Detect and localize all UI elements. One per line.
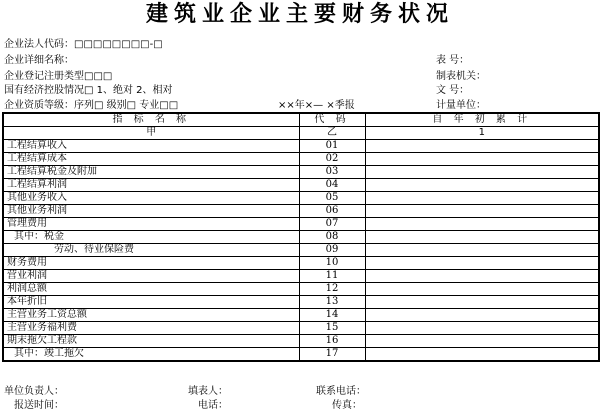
table-row [3,309,599,322]
row-code: 02 [299,153,365,166]
qualification-value: 序列□ 级别□ 专业□□ [74,100,179,111]
state-control-line [4,84,304,97]
row-name: 期末拖欠工程款 [3,335,299,348]
row-name: 其中：竣工拖欠 [3,348,299,362]
row-code: 17 [299,348,365,362]
reg-type-label: 企业登记注册类型 [4,71,84,82]
qualification-line [4,99,304,112]
filler-label: 填表人： [188,386,228,397]
legal-code-line [4,38,304,51]
reg-type-value: □□□ [84,71,113,82]
table-row [3,166,599,179]
form-number-label: 表 号： [436,55,470,66]
legal-code-label: 企业法人代码： [4,39,74,50]
row-code: 05 [299,192,365,205]
row-value-cell[interactable] [365,231,599,244]
row-value-cell[interactable] [365,309,599,322]
telephone-label: 电话： [198,400,228,411]
table-row [3,179,599,192]
row-value-cell[interactable] [365,270,599,283]
table-row [3,335,599,348]
table-row [3,218,599,231]
row-code: 07 [299,218,365,231]
report-period: ××年×— ×季报 [278,100,355,111]
row-name: 劳动、待业保险费 [3,244,299,257]
row-name: 其他业务收入 [3,192,299,205]
row-name: 工程结算收入 [3,140,299,153]
row-code: 03 [299,166,365,179]
qualification-label: 企业资质等级： [4,100,74,111]
table-row [3,244,599,257]
row-code: 12 [299,283,365,296]
issuing-org-label: 制表机关： [436,71,486,82]
row-value-cell[interactable] [365,244,599,257]
row-code: 08 [299,231,365,244]
table-row [3,140,599,153]
document-number-label: 文 号： [436,85,470,96]
row-name: 本年折旧 [3,296,299,309]
row-name: 主营业务福利费 [3,322,299,335]
submit-time-label: 报送时间： [14,400,64,411]
column-marker-row [3,127,599,140]
row-code: 06 [299,205,365,218]
fax-label: 传真： [332,400,362,411]
marker-jia: 甲 [3,127,299,140]
state-control-label: 国有经济控股情况 [4,85,84,96]
table-row [3,153,599,166]
table-row [3,270,599,283]
page-title: 建筑业企业主要财务状况 [145,2,454,27]
row-code: 15 [299,322,365,335]
company-name-line [4,54,304,67]
row-code: 16 [299,335,365,348]
row-name: 管理费用 [3,218,299,231]
table-row [3,231,599,244]
principal-label: 单位负责人： [4,386,64,397]
table-row [3,192,599,205]
row-value-cell[interactable] [365,348,599,362]
table-row [3,257,599,270]
row-value-cell[interactable] [365,166,599,179]
row-value-cell[interactable] [365,179,599,192]
row-code: 09 [299,244,365,257]
row-value-cell[interactable] [365,153,599,166]
row-code: 14 [299,309,365,322]
row-code: 01 [299,140,365,153]
col-header-code: 代 码 [299,113,365,127]
row-code: 10 [299,257,365,270]
table-row [3,348,599,362]
unit-label: 计量单位： [436,100,486,111]
row-value-cell[interactable] [365,296,599,309]
financial-table [2,112,600,362]
row-name: 工程结算成本 [3,153,299,166]
marker-one: 1 [365,127,599,140]
row-value-cell[interactable] [365,322,599,335]
table-row [3,283,599,296]
row-value-cell[interactable] [365,335,599,348]
row-code: 11 [299,270,365,283]
company-name-label: 企业详细名称： [4,55,74,66]
row-value-cell[interactable] [365,205,599,218]
row-value-cell[interactable] [365,218,599,231]
row-value-cell[interactable] [365,257,599,270]
row-value-cell[interactable] [365,140,599,153]
reg-type-line [4,70,304,83]
marker-yi: 乙 [299,127,365,140]
row-code: 04 [299,179,365,192]
contact-phone-label: 联系电话： [316,386,366,397]
row-name: 其中：税金 [3,231,299,244]
table-row [3,205,599,218]
col-header-indicator: 指 标 名 称 [3,113,299,127]
legal-code-value: □□□□□□□□-□ [74,39,163,50]
table-header-row [3,113,599,127]
row-name: 营业利润 [3,270,299,283]
row-value-cell[interactable] [365,192,599,205]
row-name: 其他业务利润 [3,205,299,218]
table-row [3,322,599,335]
row-code: 13 [299,296,365,309]
row-value-cell[interactable] [365,283,599,296]
row-name: 主营业务工资总额 [3,309,299,322]
row-name: 利润总额 [3,283,299,296]
row-name: 工程结算税金及附加 [3,166,299,179]
row-name: 财务费用 [3,257,299,270]
col-header-cumulative: 自 年 初 累 计 [365,113,599,127]
state-control-value: □ 1、绝对 2、相对 [84,85,173,96]
row-name: 工程结算利润 [3,179,299,192]
table-row [3,296,599,309]
